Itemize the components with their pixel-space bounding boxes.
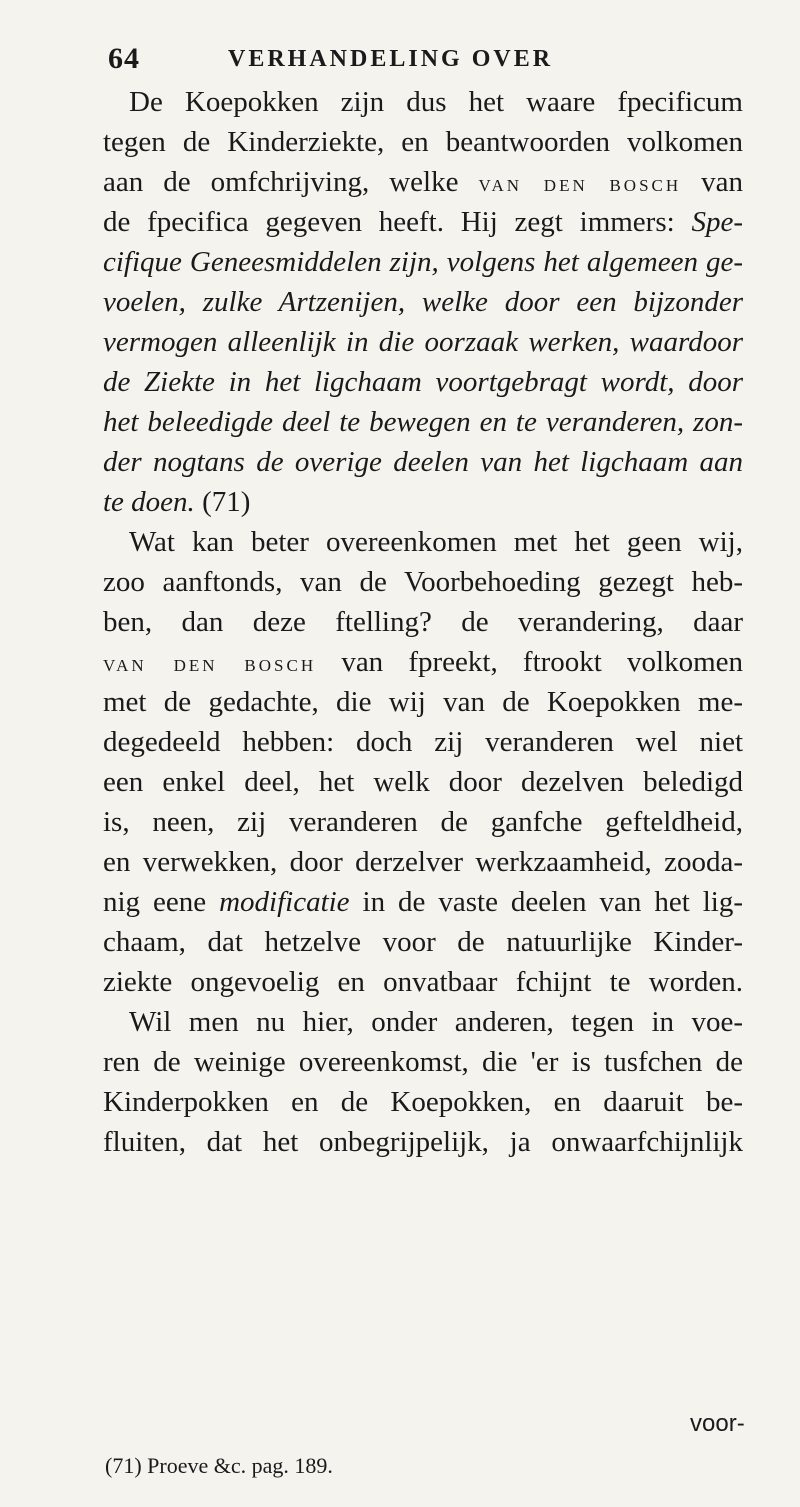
- footnote: (71) Proeve &c. pag. 189.: [105, 1453, 333, 1478]
- text-line: tegen de Kinderziekte, en beantwoorden volkomen: [103, 126, 743, 158]
- text-line: Wil men nu hier, onder anderen, tegen in voe-: [129, 1006, 743, 1038]
- text-line: ziekte ongevoelig en onvatbaar fchijnt te worden.: [103, 966, 743, 998]
- text-line: aan de omfchrijving, welke van den bosch van: [103, 166, 744, 198]
- text-line: Kinderpokken en de Koepokken, en daaruit be-: [103, 1086, 743, 1118]
- text-line: De Koepokken zijn dus het waare fpecificum: [129, 86, 743, 118]
- text-line: chaam, dat hetzelve voor de natuurlijke Kinder-: [103, 926, 743, 958]
- text-line: cifique Geneesmiddelen zijn, volgens het algemeen ge-: [103, 246, 743, 278]
- text-line: der nogtans de overige deelen van het ligchaam aan: [103, 446, 743, 478]
- author-name: van den bosch: [478, 171, 682, 197]
- page-header: [108, 42, 708, 82]
- text-line: een enkel deel, het welk door dezelven beledigd: [103, 766, 743, 798]
- text-line: de fpecifica gegeven heeft. Hij zegt immers: Spe-: [103, 206, 743, 238]
- text-line: vermogen alleenlijk in die oorzaak werken, waardoor: [103, 326, 743, 358]
- text-line: de Ziekte in het ligchaam voortgebragt wordt, door: [103, 366, 743, 398]
- text-line: is, neen, zij veranderen de ganfche gefteldheid,: [103, 806, 743, 838]
- text-line: en verwekken, door derzelver werkzaamheid, zooda-: [103, 846, 743, 878]
- text-line: te doen. (71): [103, 486, 251, 518]
- text-line: voelen, zulke Artzenijen, welke door een bijzonder: [103, 286, 743, 318]
- text-line: Wat kan beter overeenkomen met het geen wij,: [129, 526, 743, 558]
- text-line: ben, dan deze ftelling? de verandering, daar: [103, 606, 743, 638]
- footnote-marker: (71): [202, 486, 251, 518]
- body-text: [103, 82, 743, 1162]
- text-line: fluiten, dat het onbegrijpelijk, ja onwaarfchijnlijk: [103, 1126, 743, 1158]
- text-line: met de gedachte, die wij van de Koepokken me-: [103, 686, 743, 718]
- text-line: zoo aanftonds, van de Voorbehoeding gezegt heb-: [103, 566, 743, 598]
- text-line: nig eene modificatie in de vaste deelen van het lig-: [103, 886, 743, 918]
- catchword: voor-: [690, 1410, 745, 1437]
- text-line: van den bosch van fpreekt, ftrookt volkomen: [103, 646, 744, 678]
- page-number: 64: [108, 42, 140, 75]
- text-line: het beleedigde deel te bewegen en te veranderen, zon-: [103, 406, 743, 438]
- text-line: ren de weinige overeenkomst, die 'er is tusfchen de: [103, 1046, 743, 1078]
- text-line: degedeeld hebben: doch zij veranderen wel niet: [103, 726, 743, 758]
- running-head: VERHANDELING OVER: [228, 46, 554, 72]
- author-name: van den bosch: [103, 651, 317, 677]
